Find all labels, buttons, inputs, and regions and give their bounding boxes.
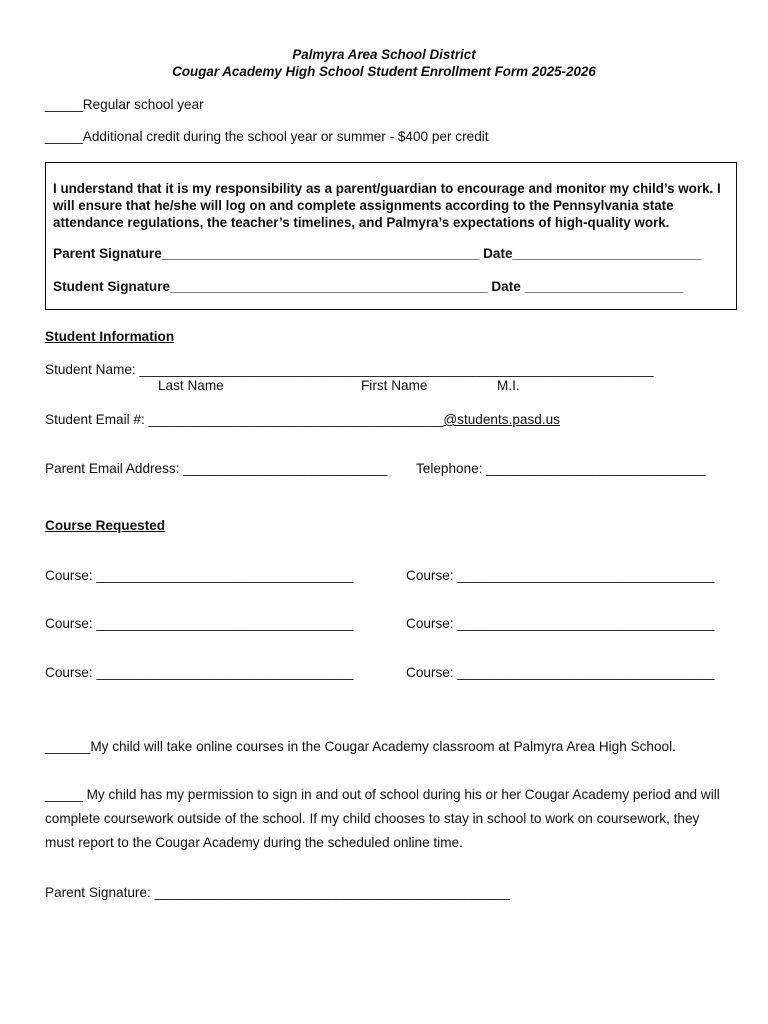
agreement-box	[45, 162, 737, 310]
first-name-label: First Name	[361, 378, 428, 393]
form-title: Cougar Academy High School Student Enrollment Form 2025-2026	[172, 64, 596, 79]
district-title: Palmyra Area School District	[292, 47, 476, 62]
course-field-2[interactable]: Course: __________________________________	[406, 568, 715, 583]
student-email-line: Student Email #: _______________________________________	[45, 412, 444, 427]
classroom-permission[interactable]: ______My child will take online courses in the Cougar Academy classroom at Palmyra Area High School.	[45, 739, 676, 754]
course-field-3[interactable]: Course: __________________________________	[45, 616, 354, 631]
course-field-6[interactable]: Course: __________________________________	[406, 665, 715, 680]
course-field-1[interactable]: Course: __________________________________	[45, 568, 354, 583]
middle-initial-label: M.I.	[497, 378, 520, 393]
student-name-field[interactable]: Student Name: ____________________________________________________________________	[45, 362, 654, 377]
email-domain: @students.pasd.us	[443, 412, 560, 427]
student-signature-line[interactable]: Student Signature__________________________________________ Date _____________________	[53, 279, 684, 294]
course-field-5[interactable]: Course: __________________________________	[45, 665, 354, 680]
course-field-4[interactable]: Course: __________________________________	[406, 616, 715, 631]
parent-email-field[interactable]: Parent Email Address: ___________________________	[45, 461, 388, 476]
agreement-text: I understand that it is my responsibility as a parent/guardian to encourage and monitor my child’s work. I will ensure that he/she will log on and complete assignments according to the Pennsylvania state attendance regulations, the teacher’s timelines, and Palmyra’s expectations of high-quality work.	[53, 181, 721, 230]
student-email-field[interactable]	[45, 411, 560, 428]
option-regular-year[interactable]: _____Regular school year	[45, 97, 204, 112]
parent-signature-line[interactable]: Parent Signature__________________________________________ Date_________________________	[53, 246, 702, 261]
final-parent-signature[interactable]: Parent Signature: _______________________________________________	[45, 885, 510, 900]
sign-out-permission[interactable]: _____ My child has my permission to sign in and out of school during his or her Cougar Academy period and will complete coursework outside of the school. If my child chooses to stay in school to work on coursework, they must report to the Cougar Academy during the scheduled online time.	[45, 787, 720, 850]
course-requested-heading: Course Requested	[45, 518, 166, 533]
student-information-heading: Student Information	[45, 329, 175, 344]
last-name-label: Last Name	[158, 378, 224, 393]
option-additional-credit[interactable]: _____Additional credit during the school year or summer - $400 per credit	[45, 129, 489, 144]
telephone-field[interactable]: Telephone: _____________________________	[416, 461, 706, 476]
